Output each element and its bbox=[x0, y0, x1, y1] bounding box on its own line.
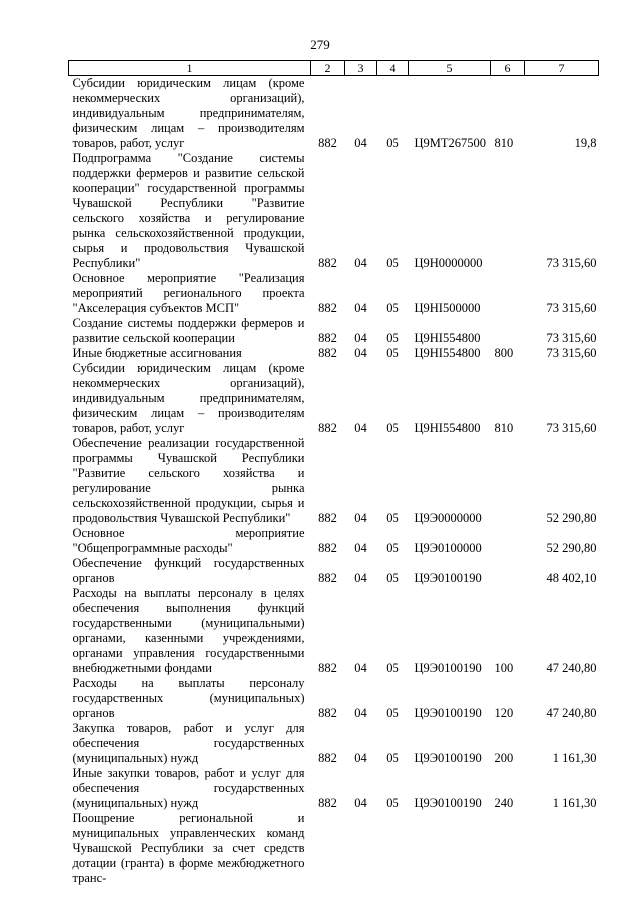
row-cs: Ц9НI500000 bbox=[414, 301, 481, 315]
row-rz: 04 bbox=[354, 346, 367, 360]
row-gr: 882 bbox=[318, 136, 337, 150]
row-gr: 882 bbox=[318, 421, 337, 435]
row-amount: 1 161,30 bbox=[552, 751, 597, 765]
row-pr: 05 bbox=[386, 256, 399, 270]
column-header-1: 1 bbox=[69, 61, 311, 76]
row-cs bbox=[409, 811, 491, 886]
table-row bbox=[69, 586, 599, 676]
table-row bbox=[69, 436, 599, 526]
row-vr bbox=[491, 811, 525, 886]
column-header-4: 4 bbox=[377, 61, 409, 76]
row-cs: Ц9Н0000000 bbox=[414, 256, 483, 270]
page-number: 279 bbox=[310, 37, 330, 52]
column-header-2: 2 bbox=[311, 61, 345, 76]
table-row bbox=[69, 361, 599, 436]
row-gr: 882 bbox=[318, 511, 337, 525]
row-pr: 05 bbox=[386, 136, 399, 150]
row-cs: Ц9НI554800 bbox=[414, 421, 481, 435]
row-gr: 882 bbox=[318, 661, 337, 675]
row-gr: 882 bbox=[318, 796, 337, 810]
row-amount: 73 315,60 bbox=[546, 346, 597, 360]
row-vr bbox=[491, 271, 525, 316]
row-vr bbox=[491, 526, 525, 556]
row-gr: 882 bbox=[318, 541, 337, 555]
row-vr: 100 bbox=[494, 661, 514, 675]
row-rz: 04 bbox=[354, 541, 367, 555]
row-rz: 04 bbox=[354, 751, 367, 765]
row-rz: 04 bbox=[354, 796, 367, 810]
table-row bbox=[69, 76, 599, 152]
table-row bbox=[69, 271, 599, 316]
row-description: Иные закупки товаров, работ и услуг для обеспечения государственных (муниципальных) нужд bbox=[72, 766, 305, 810]
row-amount: 52 290,80 bbox=[546, 511, 597, 525]
row-vr: 810 bbox=[494, 421, 514, 435]
row-rz: 04 bbox=[354, 331, 367, 345]
row-description: Поощрение региональной и муниципальных управленческих команд Чувашской Республики за счет средств дотации (гранта) в форме межбюджетного транс- bbox=[72, 811, 305, 885]
row-description: Создание системы поддержки фермеров и развитие сельской кооперации bbox=[72, 316, 305, 345]
row-cs: Ц9Э0100190 bbox=[414, 751, 482, 765]
row-description: Подпрограмма "Создание системы поддержки фермеров и развитие сельской кооперации" государственной программы Чувашской Республики "Развитие сельского хозяйства и регулирование рынка сельскохозяйственной продукции, сырья и продовольствия Чувашской Республики" bbox=[72, 151, 305, 270]
table-row bbox=[69, 151, 599, 271]
header-row bbox=[69, 61, 599, 76]
table-row bbox=[69, 811, 599, 886]
row-rz bbox=[345, 811, 377, 886]
row-amount: 73 315,60 bbox=[546, 301, 597, 315]
row-vr: 800 bbox=[494, 346, 514, 360]
row-description: Обеспечение реализации государственной программы Чувашской Республики "Развитие сельского хозяйства и регулирование рынка сельскохозяйственной продукции, сырья и продовольствия Чувашской Республики" bbox=[72, 436, 305, 525]
column-header-3: 3 bbox=[345, 61, 377, 76]
row-description: Расходы на выплаты персоналу государственных (муниципальных) органов bbox=[72, 676, 305, 720]
row-vr: 120 bbox=[494, 706, 514, 720]
row-rz: 04 bbox=[354, 706, 367, 720]
column-header-7: 7 bbox=[525, 61, 599, 76]
row-rz: 04 bbox=[354, 136, 367, 150]
row-cs: Ц9Э0100190 bbox=[414, 571, 482, 585]
row-description: Расходы на выплаты персоналу в целях обеспечения выполнения функций государственными (муниципальными) органами, казенными учреждениями, органами управления государственными внебюджетными фондами bbox=[72, 586, 305, 675]
row-pr bbox=[377, 811, 409, 886]
row-amount: 52 290,80 bbox=[546, 541, 597, 555]
row-rz: 04 bbox=[354, 301, 367, 315]
row-pr: 05 bbox=[386, 751, 399, 765]
row-rz: 04 bbox=[354, 421, 367, 435]
row-pr: 05 bbox=[386, 571, 399, 585]
row-cs: Ц9Э0100190 bbox=[414, 661, 482, 675]
row-vr bbox=[491, 436, 525, 526]
row-gr: 882 bbox=[318, 706, 337, 720]
row-description: Иные бюджетные ассигнования bbox=[72, 346, 242, 360]
row-pr: 05 bbox=[386, 796, 399, 810]
row-amount: 19,8 bbox=[574, 136, 597, 150]
row-vr bbox=[491, 151, 525, 271]
row-amount: 47 240,80 bbox=[546, 661, 597, 675]
row-rz: 04 bbox=[354, 571, 367, 585]
row-gr bbox=[311, 811, 345, 886]
row-vr: 240 bbox=[494, 796, 514, 810]
row-gr: 882 bbox=[318, 256, 337, 270]
row-description: Субсидии юридическим лицам (кроме некоммерческих организаций), индивидуальным предпринимателям, физическим лицам – производителям товаров, работ, услуг bbox=[72, 361, 305, 435]
row-cs: Ц9Э0000000 bbox=[414, 511, 482, 525]
row-pr: 05 bbox=[386, 331, 399, 345]
row-pr: 05 bbox=[386, 301, 399, 315]
row-amount: 1 161,30 bbox=[552, 796, 597, 810]
row-vr: 200 bbox=[494, 751, 514, 765]
row-amount: 48 402,10 bbox=[546, 571, 597, 585]
column-header-6: 6 bbox=[491, 61, 525, 76]
row-description: Основное мероприятие "Общепрограммные расходы" bbox=[72, 526, 305, 555]
table-row bbox=[69, 316, 599, 346]
row-rz: 04 bbox=[354, 511, 367, 525]
table-row bbox=[69, 526, 599, 556]
row-cs: Ц9НI554800 bbox=[414, 331, 481, 345]
budget-table bbox=[68, 60, 599, 886]
row-gr: 882 bbox=[318, 331, 337, 345]
row-cs: Ц9Э0100000 bbox=[414, 541, 482, 555]
table-row bbox=[69, 556, 599, 586]
row-description: Основное мероприятие "Реализация мероприятий регионального проекта "Акселерация субъектов МСП" bbox=[72, 271, 305, 315]
row-description: Субсидии юридическим лицам (кроме некоммерческих организаций), индивидуальным предпринимателям, физическим лицам – производителям товаров, работ, услуг bbox=[72, 76, 305, 150]
table-row bbox=[69, 346, 599, 361]
row-pr: 05 bbox=[386, 661, 399, 675]
row-vr bbox=[491, 556, 525, 586]
table-header bbox=[69, 61, 599, 76]
row-vr: 810 bbox=[494, 136, 514, 150]
row-rz: 04 bbox=[354, 661, 367, 675]
table-row bbox=[69, 766, 599, 811]
row-cs: Ц9Э0100190 bbox=[414, 706, 482, 720]
row-description: Закупка товаров, работ и услуг для обеспечения государственных (муниципальных) нужд bbox=[72, 721, 305, 765]
row-pr: 05 bbox=[386, 421, 399, 435]
row-amount: 73 315,60 bbox=[546, 331, 597, 345]
table-row bbox=[69, 721, 599, 766]
row-pr: 05 bbox=[386, 346, 399, 360]
row-gr: 882 bbox=[318, 751, 337, 765]
table-body bbox=[69, 76, 599, 887]
row-gr: 882 bbox=[318, 346, 337, 360]
row-amount: 73 315,60 bbox=[546, 256, 597, 270]
row-pr: 05 bbox=[386, 541, 399, 555]
row-gr: 882 bbox=[318, 571, 337, 585]
row-pr: 05 bbox=[386, 511, 399, 525]
row-vr bbox=[491, 316, 525, 346]
row-cs: Ц9Э0100190 bbox=[414, 796, 482, 810]
column-header-5: 5 bbox=[409, 61, 491, 76]
row-amount: 73 315,60 bbox=[546, 421, 597, 435]
row-amount bbox=[525, 811, 599, 886]
row-gr: 882 bbox=[318, 301, 337, 315]
table-row bbox=[69, 676, 599, 721]
row-amount: 47 240,80 bbox=[546, 706, 597, 720]
row-description: Обеспечение функций государственных органов bbox=[72, 556, 305, 585]
row-cs: Ц9МТ267500 bbox=[414, 136, 487, 150]
row-pr: 05 bbox=[386, 706, 399, 720]
row-rz: 04 bbox=[354, 256, 367, 270]
row-cs: Ц9НI554800 bbox=[414, 346, 481, 360]
